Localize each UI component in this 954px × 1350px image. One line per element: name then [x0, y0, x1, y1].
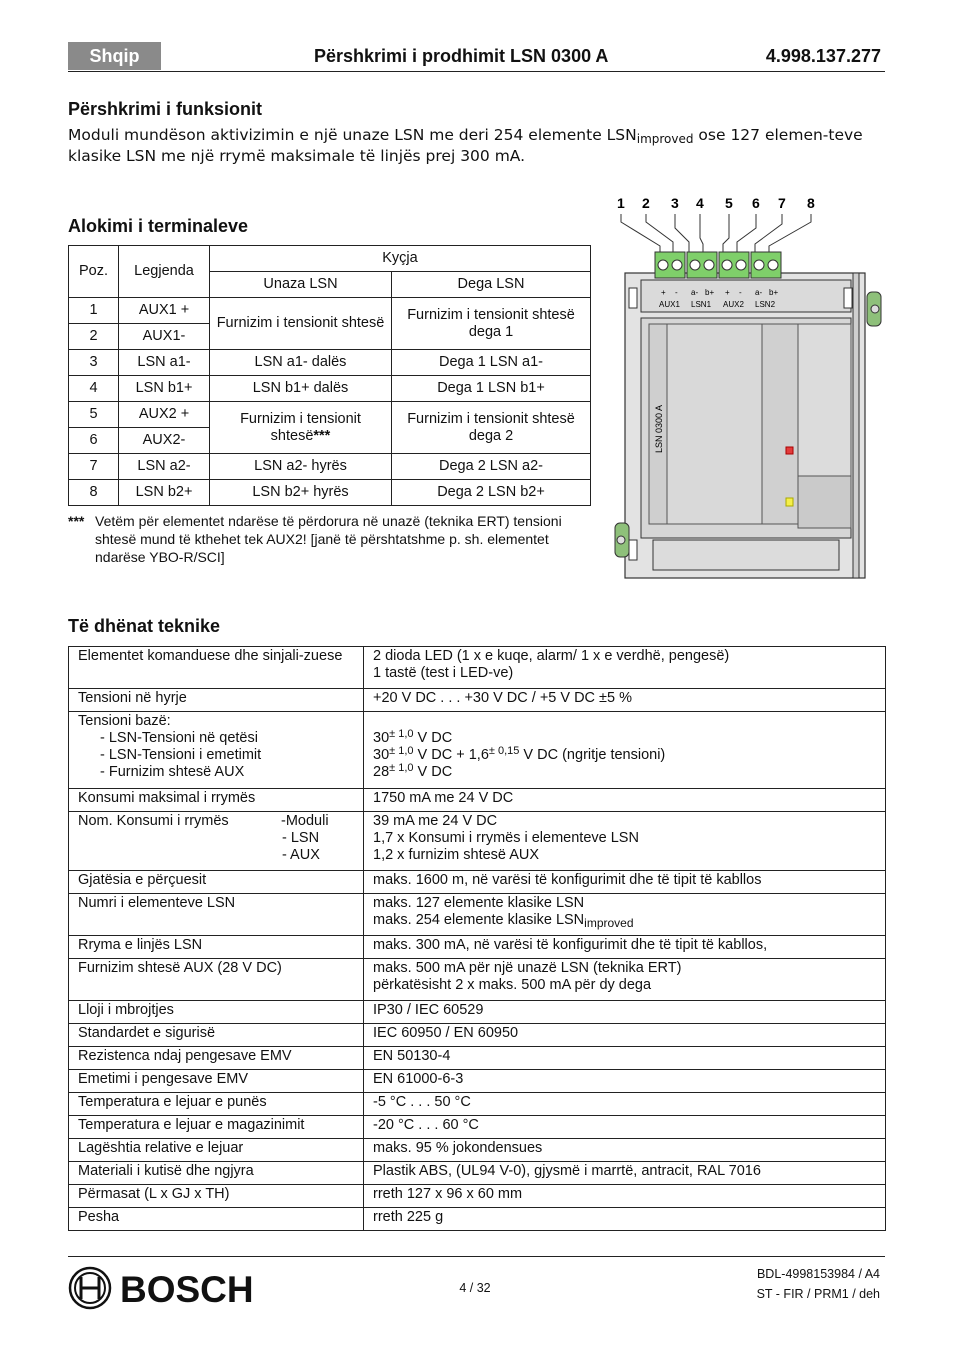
language-badge: Shqip — [68, 42, 161, 70]
table-cell: Numri i elementeve LSN — [69, 894, 364, 936]
mounting-hole — [629, 288, 637, 308]
table-cell: 2 dioda LED (1 x e kuqe, alarm/ 1 x e verdhë, pengesë) 1 tastë (test i LED-ve) — [364, 647, 886, 689]
terminal-number-4: 4 — [696, 195, 704, 211]
bosch-wordmark: BOSCH — [120, 1269, 254, 1310]
table-cell: 39 mA me 24 V DC 1,7 x Konsumi i rrymës i elementeve LSN 1,2 x furnizim shtesë AUX — [364, 812, 886, 871]
document-title: Përshkrimi i prodhimit LSN 0300 A — [314, 46, 609, 66]
screw-icon — [768, 260, 778, 270]
mounting-hole — [629, 540, 637, 560]
screw-icon — [722, 260, 732, 270]
table-row — [69, 959, 886, 1001]
screw-icon — [672, 260, 682, 270]
table-cell: 6 — [69, 428, 119, 454]
table-cell: IEC 60950 / EN 60950 — [364, 1024, 886, 1047]
svg-text:b+: b+ — [769, 288, 779, 297]
table-row — [69, 689, 886, 712]
table-cell: Furnizim i tensionit shtesë dega 2 — [392, 402, 591, 454]
table-cell: EN 61000-6-3 — [364, 1070, 886, 1093]
table-cell: LSN a1- — [119, 350, 210, 376]
table-cell: 3 — [69, 350, 119, 376]
table-cell: Dega 1 LSN a1- — [392, 350, 591, 376]
screw-icon — [690, 260, 700, 270]
terminal-number-1: 1 — [617, 195, 625, 211]
svg-text:b+: b+ — [705, 288, 715, 297]
table-row — [69, 1024, 886, 1047]
table-row — [69, 812, 886, 871]
table-cell: maks. 95 % jokondensues — [364, 1139, 886, 1162]
table-cell: Temperatura e lejuar e punës — [69, 1093, 364, 1116]
table-cell: maks. 1600 m, në varësi të konfigurimit dhe të tipit të kabllos — [364, 871, 886, 894]
table-cell: rreth 127 x 96 x 60 mm — [364, 1185, 886, 1208]
table-row — [69, 376, 591, 402]
screw-icon — [736, 260, 746, 270]
table-cell: maks. 300 mA, në varësi të konfigurimit dhe të tipit të kabllos, — [364, 936, 886, 959]
terminal-number-8: 8 — [807, 195, 815, 211]
mounting-hole — [844, 288, 852, 308]
table-cell: maks. 127 elemente klasike LSN maks. 254 elemente klasike $LSN_{improved}$ — [364, 894, 886, 936]
table-row — [69, 789, 886, 812]
table-cell: LSN b2+ — [119, 480, 210, 506]
fault-led — [786, 498, 793, 506]
svg-text:+: + — [725, 288, 730, 297]
table-header-cell: Poz. — [69, 246, 119, 298]
table-cell: 5 — [69, 402, 119, 428]
document-reference: BDL-4998153984 / A4 — [756, 1267, 880, 1281]
table-row — [69, 647, 886, 689]
table-cell: -5 °C . . . 50 °C — [364, 1093, 886, 1116]
table-row — [69, 871, 886, 894]
document-number: 4.998.137.277 — [765, 46, 881, 66]
table-cell: LSN b1+ dalës — [210, 376, 392, 402]
table-cell: Elementet komanduese dhe sinjali-zuese — [69, 647, 364, 689]
table-cell: AUX1 + — [119, 298, 210, 324]
table-row — [69, 480, 591, 506]
svg-text:+: + — [661, 288, 666, 297]
terminal-table — [68, 245, 591, 506]
bosch-logo — [68, 1265, 278, 1311]
table-cell: 1 — [69, 298, 119, 324]
screw-icon — [658, 260, 668, 270]
table-row — [69, 454, 591, 480]
cover-hinge — [762, 324, 798, 524]
table-cell: LSN a1- dalës — [210, 350, 392, 376]
table-cell: IP30 / IEC 60529 — [364, 1001, 886, 1024]
table-cell: 7 — [69, 454, 119, 480]
table-cell: +20 V DC . . . +30 V DC / +5 V DC ±5 % — [364, 689, 886, 712]
svg-text:-: - — [739, 288, 742, 297]
table-cell: LSN b2+ hyrës — [210, 480, 392, 506]
table-cell: 1750 mA me 24 V DC — [364, 789, 886, 812]
table-row — [69, 1185, 886, 1208]
table-cell: $30^{\pm 1,0}$ V DC $30^{\pm 1,0}$ V DC + $1,6^{\pm 0,15}$ V DC (ngritje tensioni) $28^{\pm 1,0}$ V DC — [364, 712, 886, 789]
screw-icon — [754, 260, 764, 270]
device-diagram — [605, 188, 895, 598]
tech-heading: Të dhënat teknike — [68, 616, 221, 636]
table-cell: EN 50130-4 — [364, 1047, 886, 1070]
table-row — [69, 246, 591, 272]
svg-text:LSN1: LSN1 — [691, 300, 712, 309]
test-button — [798, 476, 851, 528]
table-row — [69, 1070, 886, 1093]
table-cell: Gjatësia e përçuesit — [69, 871, 364, 894]
table-header-cell: Dega LSN — [392, 272, 591, 298]
table-cell: maks. 500 mA për një unazë LSN (teknika ERT) përkatësisht 2 x maks. 500 mA për dy dega — [364, 959, 886, 1001]
function-heading: Përshkrimi i funksionit — [68, 99, 263, 119]
table-cell: Dega 2 LSN a2- — [392, 454, 591, 480]
leader-lines — [621, 214, 811, 252]
table-row — [69, 1162, 886, 1185]
table-header-cell: Unaza LSN — [210, 272, 392, 298]
table-cell: Furnizim i tensionit shtesë*** — [210, 402, 392, 454]
table-row — [69, 1139, 886, 1162]
table-row — [69, 1047, 886, 1070]
table-cell: Furnizim shtesë AUX (28 V DC) — [69, 959, 364, 1001]
table-row — [69, 350, 591, 376]
cable-gland-right — [867, 292, 881, 326]
table-row — [69, 402, 591, 428]
table-cell: Përmasat (L x GJ x TH) — [69, 1185, 364, 1208]
table-cell: AUX2 + — [119, 402, 210, 428]
svg-text:a-: a- — [755, 288, 763, 297]
terminals-heading: Alokimi i terminaleve — [68, 216, 249, 236]
table-row — [69, 1093, 886, 1116]
table-row — [69, 712, 886, 789]
page-number: 4 / 32 — [459, 1281, 491, 1295]
table-cell: Temperatura e lejuar e magazinimit — [69, 1116, 364, 1139]
table-cell: Dega 1 LSN b1+ — [392, 376, 591, 402]
svg-text:AUX2: AUX2 — [723, 300, 744, 309]
table-cell: Rezistenca ndaj pengesave EMV — [69, 1047, 364, 1070]
model-label: LSN 0300 A — [654, 404, 664, 453]
table-cell: Materiali i kutisë dhe ngjyra — [69, 1162, 364, 1185]
table-row — [69, 1116, 886, 1139]
housing-rail — [853, 273, 859, 578]
table-cell: Lloji i mbrojtjes — [69, 1001, 364, 1024]
svg-text:AUX1: AUX1 — [659, 300, 680, 309]
table-cell: 8 — [69, 480, 119, 506]
table-cell: Lagështia relative e lejuar — [69, 1139, 364, 1162]
table-cell: AUX2- — [119, 428, 210, 454]
table-cell: LSN a2- — [119, 454, 210, 480]
table-cell: Furnizim i tensionit shtesë — [210, 298, 392, 350]
terminal-number-6: 6 — [752, 195, 760, 211]
table-cell: -20 °C . . . 60 °C — [364, 1116, 886, 1139]
terminal-number-5: 5 — [725, 195, 733, 211]
table-cell: Konsumi maksimal i rrymës — [69, 789, 364, 812]
table-cell: Tensioni bazë: - LSN-Tensioni në qetësi - LSN-Tensioni i emetimit - Furnizim shtesë AUX — [69, 712, 364, 789]
function-description: Moduli mundëson aktivizimin e një unaze LSN me deri 254 elemente $LSN_{improved}$ ose 127 elemen-teve klasike LSN me një rrymë maksimale të linjës prej 300 mA. — [68, 126, 863, 165]
table-cell: Emetimi i pengesave EMV — [69, 1070, 364, 1093]
table-cell: 4 — [69, 376, 119, 402]
svg-text:-: - — [675, 288, 678, 297]
bottom-panel — [653, 540, 839, 570]
table-row — [69, 936, 886, 959]
cover-panel — [667, 324, 762, 524]
table-row — [69, 1208, 886, 1231]
table-cell: Standardet e sigurisë — [69, 1024, 364, 1047]
terminals-footnote: *** Vetëm për elementet ndarëse të përdorura në unazë (teknika ERT) tensioni shtesë mund të kthehet tek AUX2! [janë të përshtatshme p. sh. elementet ndarëse YBO-R/SCI] — [68, 513, 562, 565]
terminal-number-7: 7 — [778, 195, 786, 211]
table-cell: Tensioni në hyrje — [69, 689, 364, 712]
table-cell: AUX1- — [119, 324, 210, 350]
table-cell: Pesha — [69, 1208, 364, 1231]
table-cell: LSN a2- hyrës — [210, 454, 392, 480]
table-cell: Plastik ABS, (UL94 V-0), gjysmë i marrtë, antracit, RAL 7016 — [364, 1162, 886, 1185]
svg-text:a-: a- — [691, 288, 699, 297]
table-header-cell: Kyçja — [210, 246, 591, 272]
terminal-numbers — [617, 195, 815, 211]
svg-text:LSN2: LSN2 — [755, 300, 776, 309]
table-cell: Nom. Konsumi i rrymës -Moduli - LSN - AUX — [69, 812, 364, 871]
page-header — [68, 42, 885, 72]
screw-icon — [704, 260, 714, 270]
table-row — [69, 1001, 886, 1024]
table-cell: Furnizim i tensionit shtesë dega 1 — [392, 298, 591, 350]
alarm-led — [786, 447, 793, 454]
table-row — [69, 298, 591, 324]
document-department: ST - FIR / PRM1 / deh — [756, 1287, 880, 1301]
table-cell: LSN b1+ — [119, 376, 210, 402]
table-cell: rreth 225 g — [364, 1208, 886, 1231]
footer-divider — [68, 1256, 885, 1257]
cable-gland-left — [615, 523, 629, 557]
table-cell: Dega 2 LSN b2+ — [392, 480, 591, 506]
terminal-number-2: 2 — [642, 195, 650, 211]
table-cell: 2 — [69, 324, 119, 350]
table-header-cell: Legjenda — [119, 246, 210, 298]
terminal-number-3: 3 — [671, 195, 679, 211]
table-row — [69, 894, 886, 936]
technical-data-table — [68, 646, 886, 1231]
table-cell: Rryma e linjës LSN — [69, 936, 364, 959]
